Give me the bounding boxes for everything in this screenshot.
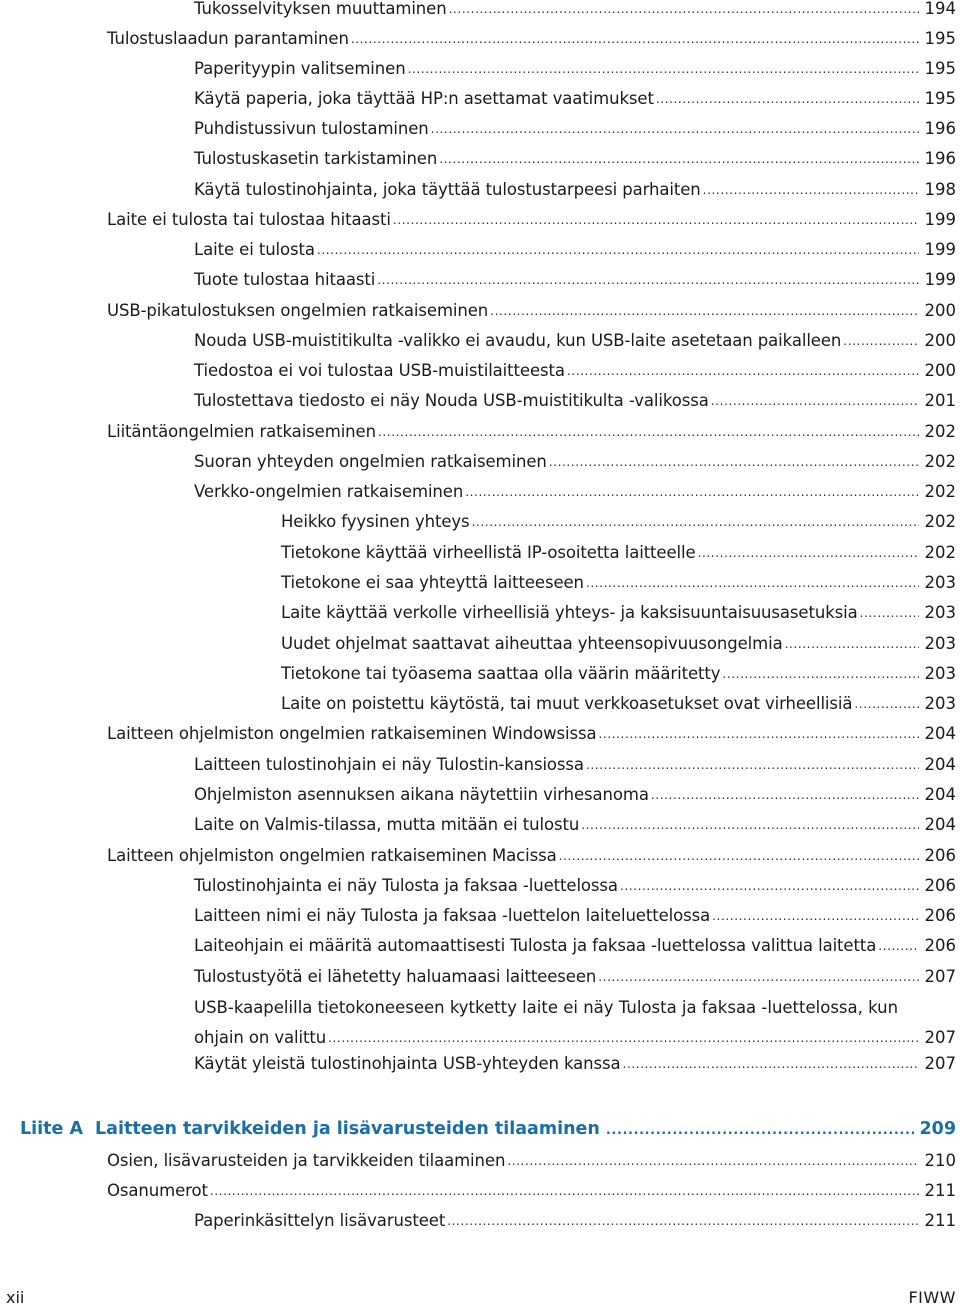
page-number: 204 <box>924 755 956 774</box>
toc-entry[interactable]: Verkko-ongelmien ratkaiseminen ..... 202 <box>194 480 956 504</box>
page-number: 206 <box>924 846 956 865</box>
leader-dots <box>656 86 919 111</box>
page-number: 195 <box>924 29 956 48</box>
toc-entry[interactable]: Laitteen nimi ei näy Tulosta ja faksaa -luettelon laiteluettelossa ..... 206 <box>194 904 956 928</box>
toc-entry[interactable]: Laitteen ohjelmiston ongelmien ratkaiseminen Macissa ..... 206 <box>107 844 956 868</box>
leader-dots <box>559 843 919 868</box>
page-number: 211 <box>924 1211 956 1230</box>
page-number: 203 <box>924 603 956 622</box>
leader-dots <box>490 298 919 323</box>
leader-dots <box>598 721 919 746</box>
toc-entry[interactable]: Osien, lisävarusteiden ja tarvikkeiden tilaaminen ..... 210 <box>107 1149 956 1173</box>
toc-entry[interactable]: Laite ei tulosta tai tulostaa hitaasti ..... 199 <box>107 208 956 232</box>
page-number: 202 <box>924 512 956 531</box>
toc-entry[interactable]: Laite on poistettu käytöstä, tai muut verkkoasetukset ovat virheellisiä ..... 203 <box>281 692 956 716</box>
page-number: 199 <box>924 240 956 259</box>
leader-dots <box>620 873 919 898</box>
toc-entry[interactable]: Laite on Valmis-tilassa, mutta mitään ei tulostu ..... 204 <box>194 813 956 837</box>
toc-entry[interactable]: Laite käyttää verkolle virheellisiä yhteys- ja kaksisuuntaisuusasetuksia ..... 203 <box>281 601 956 625</box>
leader-dots <box>567 358 919 383</box>
page-number: 209 <box>919 1119 956 1139</box>
page-number: 204 <box>924 815 956 834</box>
footer-doc-code: FIWW <box>908 1288 956 1307</box>
page-number: 202 <box>924 452 956 471</box>
page-number: 207 <box>924 967 956 986</box>
toc-entry[interactable]: Tulostustyötä ei lähetetty haluamaasi laitteeseen ..... 207 <box>194 965 956 989</box>
page-number: 199 <box>924 270 956 289</box>
toc-entry[interactable]: USB-pikatulostuksen ongelmien ratkaiseminen ..... 200 <box>107 299 956 323</box>
leader-dots <box>785 631 919 656</box>
leader-dots <box>586 752 919 777</box>
page-number: 204 <box>924 724 956 743</box>
leader-dots <box>449 0 919 21</box>
leader-dots <box>351 26 919 51</box>
page-number: 203 <box>924 634 956 653</box>
toc-entry[interactable]: Liitäntäongelmien ratkaiseminen ..... 202 <box>107 420 956 444</box>
toc-entry[interactable]: Tulostuslaadun parantaminen ..... 195 <box>107 27 956 51</box>
leader-dots <box>712 903 919 928</box>
toc-entry[interactable]: Tulostuskasetin tarkistaminen ..... 196 <box>194 147 956 171</box>
leader-dots <box>447 1208 919 1233</box>
toc-entry[interactable]: Laiteohjain ei määritä automaattisesti Tulosta ja faksaa -luettelossa valittua laitetta ..... 206 <box>194 934 956 958</box>
page-number: 195 <box>924 59 956 78</box>
page-number: 201 <box>924 391 956 410</box>
page-number: 206 <box>924 936 956 955</box>
page-number: 202 <box>924 543 956 562</box>
leader-dots <box>598 964 919 989</box>
page-number: 207 <box>924 1028 956 1047</box>
leader-dots <box>378 419 919 444</box>
leader-dots <box>703 177 919 202</box>
leader-dots <box>860 600 919 625</box>
page-number: 204 <box>924 785 956 804</box>
page-number: 203 <box>924 694 956 713</box>
toc-entry[interactable]: Tietokone ei saa yhteyttä laitteeseen ..... 203 <box>281 571 956 595</box>
appendix-label: Liite A <box>20 1119 84 1139</box>
page-number: 199 <box>924 210 956 229</box>
toc-entry[interactable]: Nouda USB-muistitikulta -valikko ei avaudu, kun USB-laite asetetaan paikalleen ..... 200 <box>194 329 956 353</box>
page-number: 206 <box>924 906 956 925</box>
page-number: 200 <box>924 301 956 320</box>
leader-dots <box>472 509 919 534</box>
toc-entry[interactable]: Ohjelmiston asennuksen aikana näytettiin virhesanoma ..... 204 <box>194 783 956 807</box>
leader-dots <box>377 267 919 292</box>
page-number: 194 <box>924 0 956 18</box>
leader-dots <box>393 207 919 232</box>
page-number: 210 <box>924 1151 956 1170</box>
leader-dots <box>586 570 919 595</box>
page-number: 207 <box>924 1054 956 1073</box>
leader-dots <box>317 237 919 262</box>
leader-dots <box>651 782 919 807</box>
leader-dots <box>722 661 919 686</box>
toc-entry[interactable]: Suoran yhteyden ongelmien ratkaiseminen ..... 202 <box>194 450 956 474</box>
leader-dots <box>711 388 919 413</box>
toc-entry[interactable]: Käytät yleistä tulostinohjainta USB-yhteyden kanssa ..... 207 <box>194 1052 956 1076</box>
page-number: 202 <box>924 482 956 501</box>
leader-dots <box>408 56 919 81</box>
toc-entry[interactable]: Tiedostoa ei voi tulostaa USB-muistilaitteesta ..... 200 <box>194 359 956 383</box>
leader-dots <box>549 449 919 474</box>
toc-entry[interactable]: Laitteen tulostinohjain ei näy Tulostin-kansiossa ..... 204 <box>194 753 956 777</box>
leader-dots <box>843 328 919 353</box>
page-number: 196 <box>924 119 956 138</box>
page-number: 202 <box>924 422 956 441</box>
leader-dots <box>439 146 919 171</box>
page-number: 198 <box>924 180 956 199</box>
toc-entry[interactable]: Tukosselvityksen muuttaminen ..... 194 <box>194 0 956 21</box>
page-number: 200 <box>924 331 956 350</box>
toc-entry[interactable]: Tietokone käyttää virheellistä IP-osoitetta laitteelle ..... 202 <box>281 541 956 565</box>
page-number: 200 <box>924 361 956 380</box>
appendix-heading[interactable] <box>20 1116 956 1142</box>
footer-page-number: xii <box>6 1288 25 1307</box>
toc-entry[interactable]: Uudet ohjelmat saattavat aiheuttaa yhteensopivuusongelmia ..... 203 <box>281 632 956 656</box>
toc-entry[interactable]: Tietokone tai työasema saattaa olla väärin määritetty ..... 203 <box>281 662 956 686</box>
toc-entry[interactable]: Laite ei tulosta ..... 199 <box>194 238 956 262</box>
leader-dots <box>328 1025 919 1050</box>
toc-entry[interactable]: USB-kaapelilla tietokoneeseen kytketty laite ei näy Tulosta ja faksaa -luettelossa, kun ohjain on valittu ..... 207 <box>194 996 956 1051</box>
leader-dots <box>606 1116 917 1144</box>
leader-dots <box>698 540 919 565</box>
leader-dots <box>581 812 919 837</box>
toc-entry[interactable]: Paperityypin valitseminen ..... 195 <box>194 57 956 81</box>
toc-entry[interactable]: Laitteen ohjelmiston ongelmien ratkaiseminen Windowsissa ..... 204 <box>107 722 956 746</box>
leader-dots <box>878 933 919 958</box>
leader-dots <box>507 1148 919 1173</box>
page-number: 203 <box>924 664 956 683</box>
toc-entry[interactable]: Heikko fyysinen yhteys ..... 202 <box>281 510 956 534</box>
toc-entry[interactable]: Käytä tulostinohjainta, joka täyttää tulostustarpeesi parhaiten ..... 198 <box>194 178 956 202</box>
page-number: 195 <box>924 89 956 108</box>
leader-dots <box>210 1178 919 1203</box>
leader-dots <box>854 691 919 716</box>
toc-entry[interactable]: Tuote tulostaa hitaasti ..... 199 <box>194 268 956 292</box>
appendix-title: Laitteen tarvikkeiden ja lisävarusteiden tilaaminen <box>95 1119 600 1139</box>
toc-entry[interactable]: Käytä paperia, joka täyttää HP:n asettamat vaatimukset ..... 195 <box>194 87 956 111</box>
leader-dots <box>465 479 919 504</box>
page-number: 206 <box>924 876 956 895</box>
toc-entry[interactable]: Tulostettava tiedosto ei näy Nouda USB-muistitikulta -valikossa ..... 201 <box>194 389 956 413</box>
leader-dots <box>623 1051 919 1076</box>
page-number: 203 <box>924 573 956 592</box>
toc-entry[interactable]: Puhdistussivun tulostaminen ..... 196 <box>194 117 956 141</box>
toc-entry[interactable]: Osanumerot ..... 211 <box>107 1179 956 1203</box>
toc-entry[interactable]: Paperinkäsittelyn lisävarusteet ..... 211 <box>194 1209 956 1233</box>
leader-dots <box>431 116 919 141</box>
toc-entry[interactable]: Tulostinohjainta ei näy Tulosta ja faksaa -luettelossa ..... 206 <box>194 874 956 898</box>
page-number: 196 <box>924 149 956 168</box>
page-number: 211 <box>924 1181 956 1200</box>
